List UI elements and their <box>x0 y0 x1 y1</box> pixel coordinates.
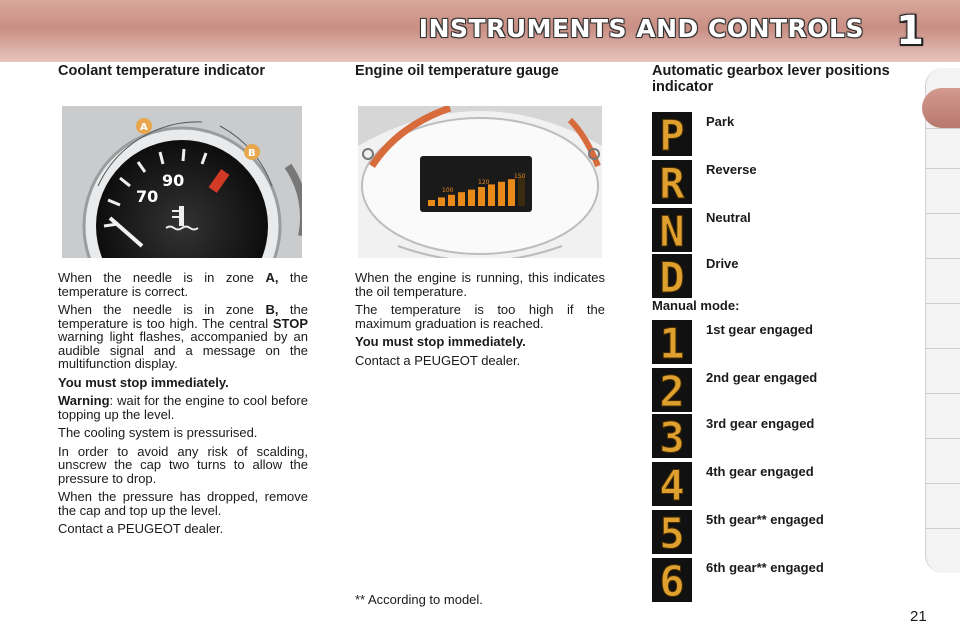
coolant-para-7: When the pressure has dropped, remove the cap and top up the level. <box>58 489 308 518</box>
gear-4-icon <box>652 462 692 506</box>
gear-label: Neutral <box>706 210 751 225</box>
gear-n-icon <box>652 208 692 252</box>
gear-row-r <box>652 160 892 204</box>
oil-stop-warning: You must stop immediately. <box>355 334 526 349</box>
oil-display <box>420 156 532 212</box>
gear-label: 2nd gear engaged <box>706 370 818 385</box>
oil-para-4: Contact a PEUGEOT dealer. <box>355 352 521 368</box>
gear-row-3 <box>652 414 892 458</box>
coolant-stop-warning: You must stop immediately. <box>58 374 229 390</box>
gear-3-icon <box>652 414 692 458</box>
oil-level-bar <box>488 184 495 206</box>
gauge-tick-70: 70 <box>136 187 159 206</box>
gear-row-d <box>652 254 892 298</box>
coolant-text <box>58 271 308 541</box>
gear-d-icon <box>652 254 692 298</box>
footnote: ** According to model. <box>355 592 483 607</box>
oil-level-bar <box>428 200 435 206</box>
gear-label: 6th gear** engaged <box>706 560 824 575</box>
oil-tick-mid: 120 <box>478 179 490 186</box>
tab-divider <box>926 213 960 214</box>
oil-para-1: When the engine is running, this indicates the oil temperature. <box>355 270 605 299</box>
text: When the needle is in zone <box>58 270 266 285</box>
oil-level-bar <box>518 177 525 206</box>
gear-5-icon <box>652 510 692 554</box>
gear-glyph: P <box>659 112 685 156</box>
gear-row-5 <box>652 510 892 554</box>
gear-glyph: 3 <box>659 414 685 458</box>
gear-row-1 <box>652 320 892 364</box>
tab-divider <box>926 128 960 129</box>
zone-b-label: B <box>248 148 256 159</box>
gear-label: 5th gear** engaged <box>706 512 824 527</box>
tab-divider <box>926 168 960 169</box>
gear-glyph: N <box>659 208 685 252</box>
chapter-number: 1 <box>896 8 924 54</box>
gear-label: 4th gear engaged <box>706 464 814 479</box>
gear-r-icon <box>652 160 692 204</box>
zone-a-label: A <box>140 122 148 133</box>
coolant-para-1 <box>58 271 308 298</box>
oil-level-bar <box>468 190 475 206</box>
gear-row-4 <box>652 462 892 506</box>
oil-tick-low: 100 <box>442 187 454 194</box>
gear-6-icon <box>652 558 692 602</box>
coolant-para-8: Contact a PEUGEOT dealer. <box>58 521 224 536</box>
coolant-para-5: The cooling system is pressurised. <box>58 425 258 440</box>
text: the temperature is correct. <box>58 270 309 299</box>
stop-ref: STOP <box>272 315 308 331</box>
oil-level-bar <box>498 182 505 206</box>
oil-level-bar <box>478 187 485 206</box>
manual-mode-label: Manual mode: <box>652 298 740 313</box>
page-title: INSTRUMENTS AND CONTROLS <box>418 14 864 43</box>
oil-para-2: The temperature is too high if the maximum graduation is reached. <box>355 302 605 331</box>
text: : wait for the engine to cool before topping up the level. <box>58 393 308 422</box>
tab-divider <box>926 483 960 484</box>
warning-label: Warning <box>58 393 110 408</box>
oil-level-bar <box>438 197 445 206</box>
gear-row-p <box>652 112 892 156</box>
gearbox-title: Automatic gearbox lever positions indicator <box>652 63 890 95</box>
zone-b-ref: B, <box>265 302 279 317</box>
gauge-tick-90: 90 <box>162 171 185 190</box>
tab-divider <box>926 348 960 349</box>
active-chapter-tab[interactable] <box>922 88 960 128</box>
tab-divider <box>926 438 960 439</box>
tab-divider <box>926 393 960 394</box>
gear-2-icon <box>652 368 692 412</box>
gear-glyph: 5 <box>659 510 685 554</box>
gear-row-6 <box>652 558 892 602</box>
gear-glyph: 2 <box>659 368 685 412</box>
text: warning light flashes, accompanied by an audible signal and a message on the multifunction display. <box>58 329 308 371</box>
coolant-para-6: In order to avoid any risk of scalding, unscrew the cap two turns to allow the pressure to drop. <box>58 443 308 486</box>
gear-label: Drive <box>706 256 739 271</box>
oil-level-bar <box>458 192 465 206</box>
gear-label: 1st gear engaged <box>706 322 813 337</box>
coolant-title: Coolant temperature indicator <box>58 63 266 79</box>
gear-label: 3rd gear engaged <box>706 416 815 431</box>
gear-label: Park <box>706 114 735 129</box>
chapter-tab-strip <box>925 68 960 573</box>
gear-glyph: 6 <box>659 558 685 602</box>
coolant-para-4 <box>58 394 308 421</box>
page-header <box>0 0 960 62</box>
zone-a-ref: A, <box>265 270 279 285</box>
text: the temperature is too high. The central <box>58 302 309 331</box>
gear-label: Reverse <box>706 162 757 177</box>
oil-title: Engine oil temperature gauge <box>355 63 559 79</box>
tab-divider <box>926 303 960 304</box>
oil-level-bar <box>448 195 455 206</box>
text: When the needle is in zone <box>58 302 266 317</box>
gear-row-n <box>652 208 892 252</box>
oil-text <box>355 271 605 372</box>
gear-glyph: 1 <box>659 320 685 364</box>
coolant-para-2 <box>58 303 308 371</box>
tab-divider <box>926 258 960 259</box>
oil-gauge-image <box>358 106 602 258</box>
tab-divider <box>926 528 960 529</box>
gear-1-icon <box>652 320 692 364</box>
page-number: 21 <box>910 608 927 625</box>
gear-p-icon <box>652 112 692 156</box>
oil-level-bar <box>508 179 515 206</box>
gear-glyph: 4 <box>659 462 685 506</box>
gear-row-2 <box>652 368 892 412</box>
gear-glyph: D <box>659 254 685 298</box>
coolant-gauge-image <box>62 106 302 258</box>
oil-tick-high: 150 <box>514 173 526 180</box>
gear-glyph: R <box>659 160 685 204</box>
